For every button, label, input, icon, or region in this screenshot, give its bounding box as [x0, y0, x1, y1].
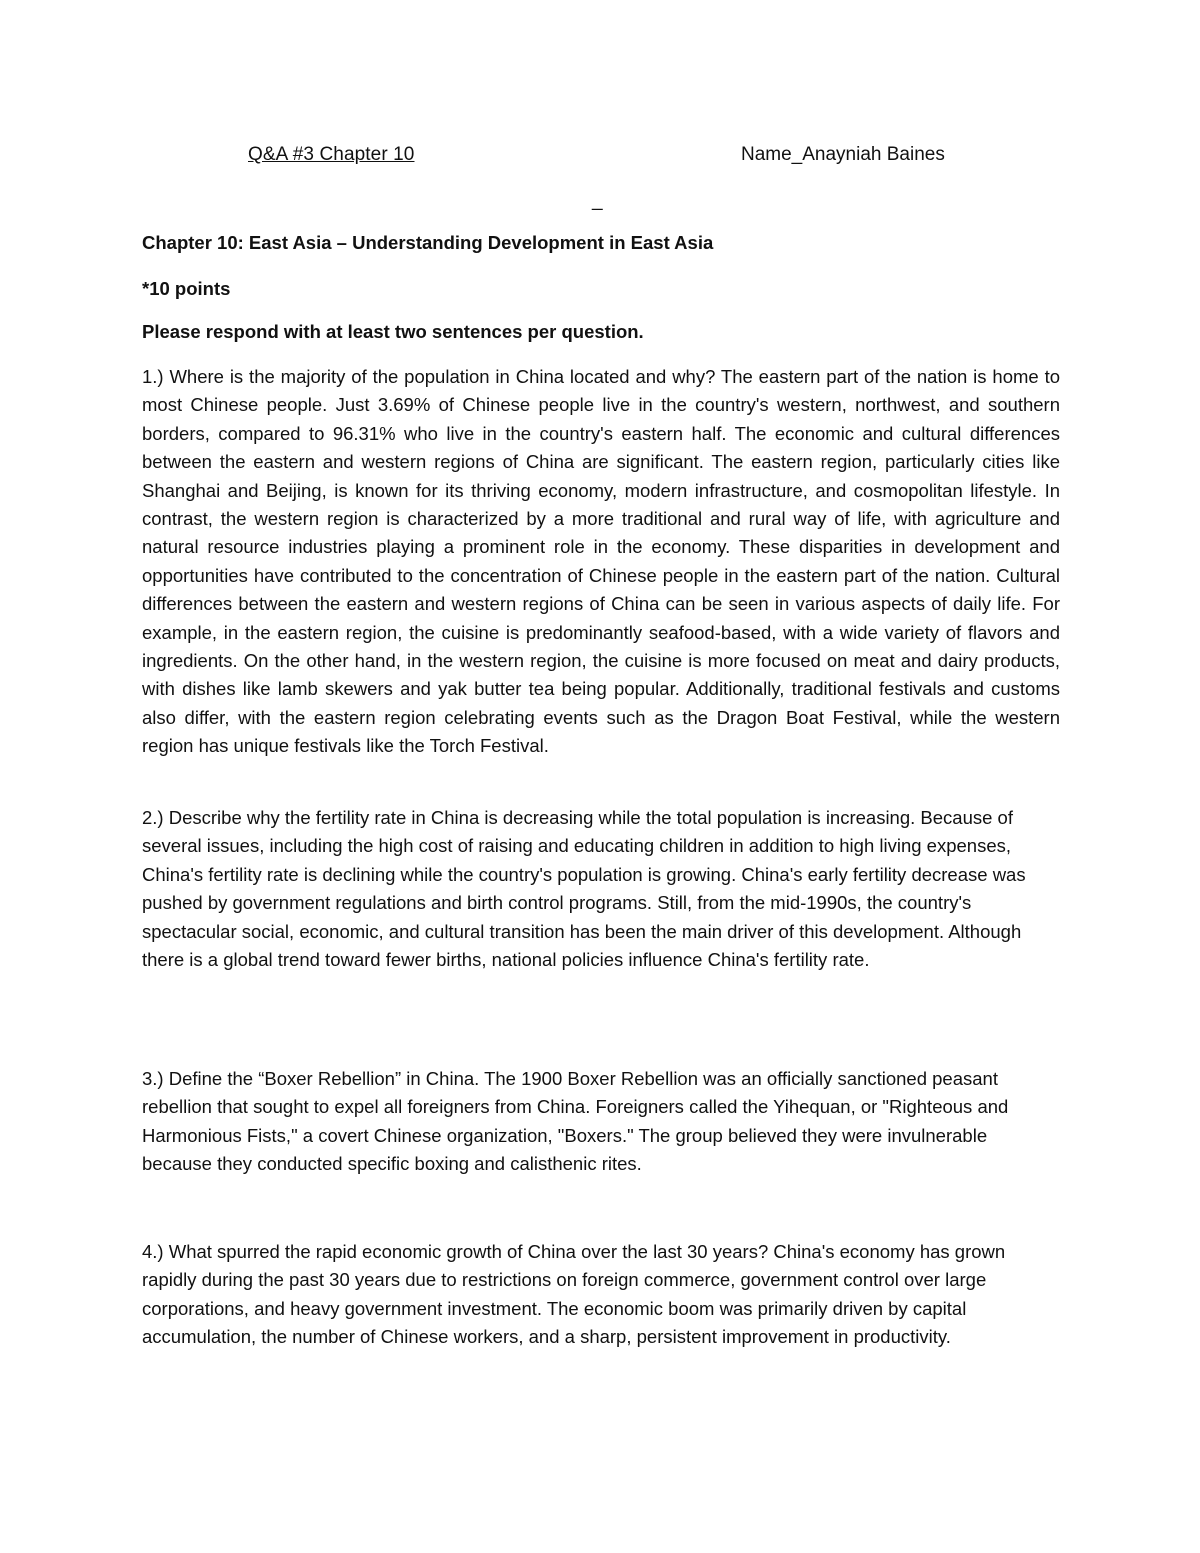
- question-1: 1.) Where is the majority of the population in China located and why? The eastern part of the nation is home to most Chinese people. Just 3.69% of Chinese people live in the country's western, northwest, and southern borders, compared to 96.31% who live in the country's eastern half. The economic and cultural differences between the eastern and western regions of China are significant. The eastern region, particularly cities like Shanghai and Beijing, is known for its thriving economy, modern infrastructure, and cosmopolitan lifestyle. In contrast, the western region is characterized by a more traditional and rural way of life, with agriculture and natural resource industries playing a prominent role in the economy. These disparities in development and opportunities have contributed to the concentration of Chinese people in the eastern part of the nation. Cultural differences between the eastern and western regions of China can be seen in various aspects of daily life. For example, in the eastern region, the cuisine is predominantly seafood-based, with a wide variety of flavors and ingredients. On the other hand, in the western region, the cuisine is more focused on meat and dairy products, with dishes like lamb skewers and yak butter tea being popular. Additionally, traditional festivals and customs also differ, with the eastern region celebrating events such as the Dragon Boat Festival, while the western region has unique festivals like the Torch Festival.: [142, 366, 1060, 757]
- document-title: Q&A #3 Chapter 10: [248, 144, 415, 165]
- chapter-heading: Chapter 10: East Asia – Understanding Development in East Asia: [142, 232, 714, 253]
- student-name: Name_Anayniah Baines: [741, 144, 945, 165]
- instructions: Please respond with at least two sentences per question.: [142, 321, 644, 342]
- points-note: *10 points: [142, 278, 231, 299]
- separator-dash: _: [592, 190, 603, 211]
- question-4: 4.) What spurred the rapid economic growth of China over the last 30 years? China's economy has grown rapidly during the past 30 years due to restrictions on foreign commerce, government control over large corporations, and heavy government investment. The economic boom was primarily driven by capital accumulation, the number of Chinese workers, and a sharp, persistent improvement in productivity.: [142, 1241, 1006, 1348]
- question-3: 3.) Define the “Boxer Rebellion” in China. The 1900 Boxer Rebellion was an officially sanctioned peasant rebellion that sought to expel all foreigners from China. Foreigners called the Yihequan, or "Righteous and Harmonious Fists," a covert Chinese organization, "Boxers." The group believed they were invulnerable because they conducted specific boxing and calisthenic rites.: [142, 1068, 1009, 1175]
- question-2: 2.) Describe why the fertility rate in China is decreasing while the total population is increasing. Because of several issues, including the high cost of raising and educating children in addition to high living expenses, China's fertility rate is declining while the country's population is growing. China's early fertility decrease was pushed by government regulations and birth control programs. Still, from the mid-1990s, the country's spectacular social, economic, and cultural transition has been the main driver of this development. Although there is a global trend toward fewer births, national policies influence China's fertility rate.: [142, 807, 1026, 971]
